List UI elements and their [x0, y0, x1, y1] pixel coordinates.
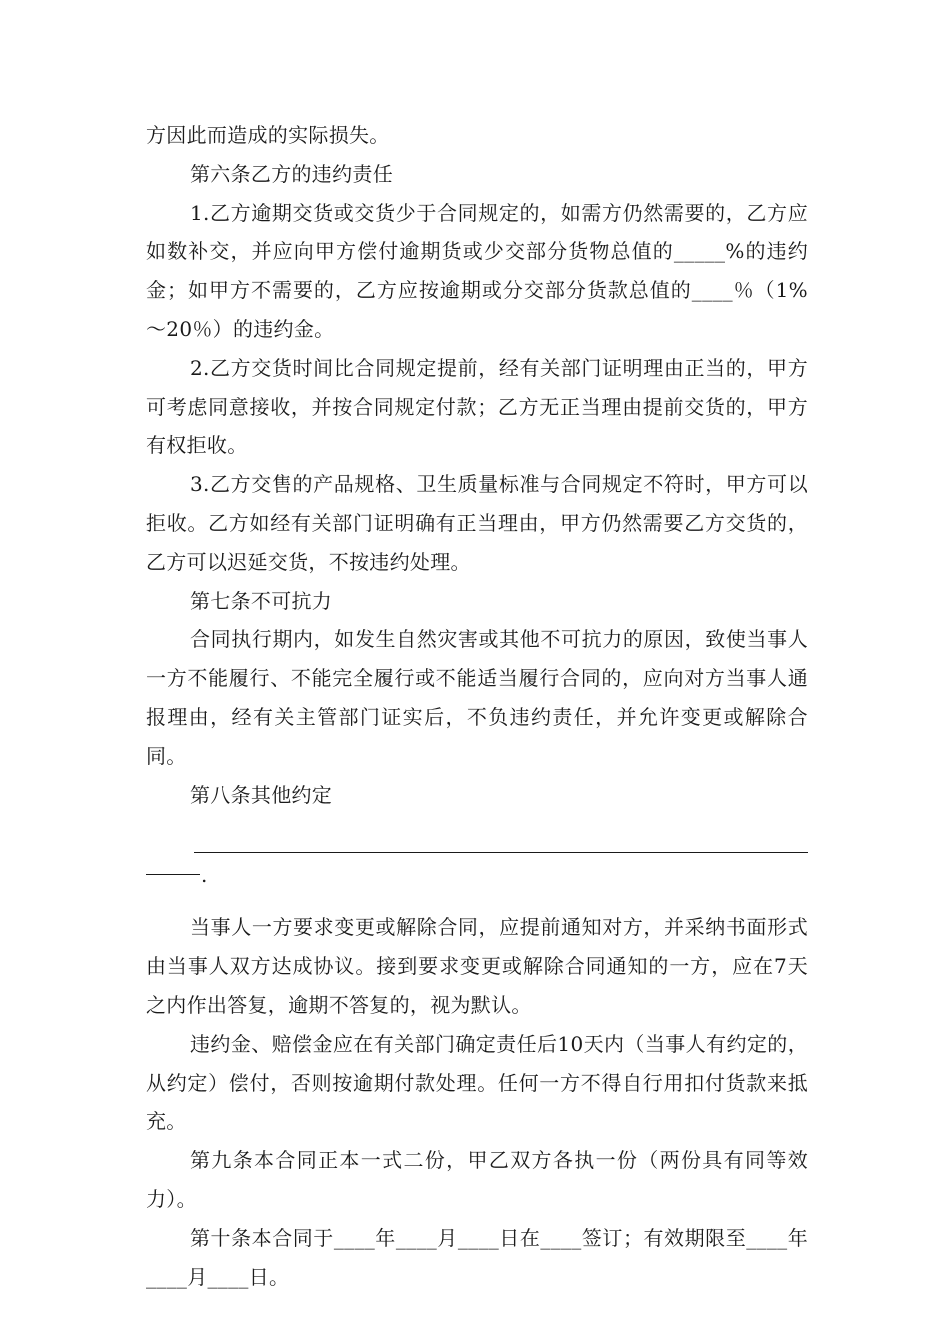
article-7-heading: 第七条不可抗力: [190, 588, 333, 613]
blank-underline-tail: [146, 874, 200, 875]
blank-terminator: .: [201, 863, 208, 888]
modification-clause: 当事人一方要求变更或解除合同，应提前通知对方，并采纳书面形式由当事人双方达成协议。接到要求变更或解除合同通知的一方，应在7天之内作出答复，逾期不答复的，视为默认。: [146, 915, 808, 1017]
article-6-heading: 第六条乙方的违约责任: [190, 161, 393, 186]
paragraph-continuation: 方因此而造成的实际损失。: [146, 123, 390, 147]
blank-fill-line-tail: [146, 862, 808, 900]
blank-fill-line: [146, 824, 808, 862]
article-6-clause-3: 3.乙方交售的产品规格、卫生质量标准与合同规定不符时，甲方可以拒收。乙方如经有关部门证明确有正当理由，甲方仍然需要乙方交货的，乙方可以迟延交货，不按违约处理。: [146, 472, 808, 574]
article-9: 第九条本合同正本一式二份，甲乙双方各执一份（两份具有同等效力）。: [146, 1148, 808, 1211]
article-10: 第十条本合同于____年____月____日在____签订；有效期限至____年____月____日。: [146, 1225, 808, 1289]
article-7-body: 合同执行期内，如发生自然灾害或其他不可抗力的原因，致使当事人一方不能履行、不能完全履行或不能适当履行合同的，应向对方当事人通报理由，经有关主管部门证实后，不负违约责任，并允许变更或解除合同。: [146, 627, 808, 768]
penalty-payment-clause: 违约金、赔偿金应在有关部门确定责任后10天内（当事人有约定的，从约定）偿付，否则按逾期付款处理。任何一方不得自行用扣付货款来抵充。: [146, 1031, 808, 1134]
article-8-heading: 第八条其他约定: [190, 782, 333, 807]
article-6-clause-1: 1.乙方逾期交货或交货少于合同规定的，如需方仍然需要的，乙方应如数补交，并应向甲方偿付逾期货或少交部分货物总值的_____%的违约金；如甲方不需要的，乙方应按逾期或分交部分货款总值的____％（1%～20％）的违约金。: [146, 200, 808, 341]
document-body: [146, 116, 808, 1296]
blank-underline: [194, 852, 808, 853]
article-6-clause-2: 2.乙方交货时间比合同规定提前，经有关部门证明理由正当的，甲方可考虑同意接收，并按合同规定付款；乙方无正当理由提前交货的，甲方有权拒收。: [146, 355, 808, 458]
